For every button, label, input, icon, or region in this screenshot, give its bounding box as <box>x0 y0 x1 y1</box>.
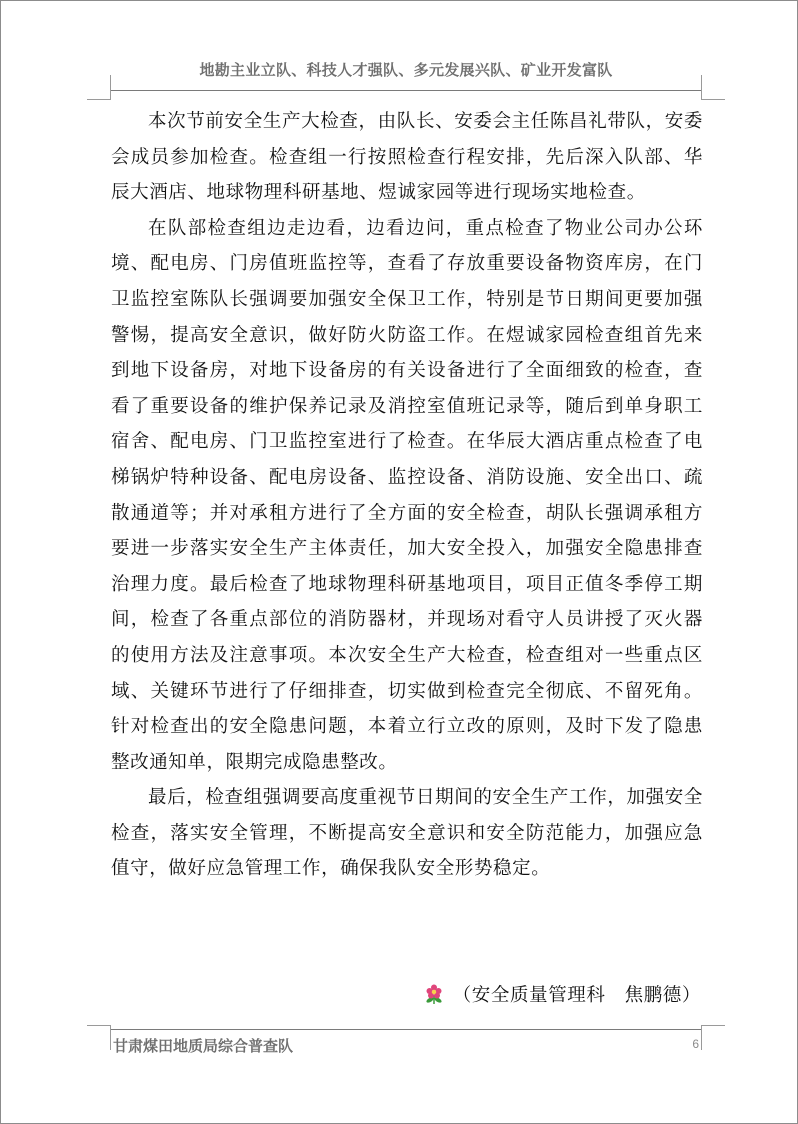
header-divider <box>111 90 701 91</box>
crop-mark-bottom-left-h <box>87 1025 111 1026</box>
signature-text: （安全质量管理科 焦鹏德） <box>452 985 701 1006</box>
flower-icon <box>423 983 445 1005</box>
paragraph-3: 最后，检查组强调要高度重视节日期间的安全生产工作，加强安全检查，落实安全管理，不断提高安全意识和安全防范能力，加强应急值守，做好应急管理工作，确保我队安全形势稳定。 <box>111 787 703 880</box>
document-body <box>111 104 703 887</box>
page-header: 地勘主业立队、科技人才强队、多元发展兴队、矿业开发富队 <box>199 61 613 79</box>
crop-mark-bottom-right-v <box>701 1025 702 1050</box>
crop-mark-top-right-v <box>701 75 702 100</box>
crop-mark-bottom-right-h <box>701 1025 725 1026</box>
page-number: 6 <box>692 1037 699 1051</box>
crop-mark-top-left-h <box>87 99 111 100</box>
paragraph-1: 本次节前安全生产大检查，由队长、安委会主任陈昌礼带队，安委会成员参加检查。检查组一行按照检查行程安排，先后深入队部、华辰大酒店、地球物理科研基地、煜诚家园等进行现场实地检查。 <box>111 111 703 204</box>
footer-organization: 甘肃煤田地质局综合普查队 <box>113 1037 294 1055</box>
paragraph-2: 在队部检查组边走边看，边看边问，重点检查了物业公司办公环境、配电房、门房值班监控等，查看了存放重要设备物资库房，在门卫监控室陈队长强调要加强安全保卫工作，特别是节日期间更要加强警惕，提高安全意识，做好防火防盗工作。在煜诚家园检查组首先来到地下设备房，对地下设备房的有关设备进行了全面细致的检查，查看了重要设备的维护保养记录及消控室值班记录等，随后到单身职工宿舍、配电房、门卫监控室进行了检查。在华辰大酒店重点检查了电梯锅炉特种设备、配电房设备、监控设备、消防设施、安全出口、疏散通道等；并对承租方进行了全方面的安全检查，胡队长强调承租方要进一步落实安全生产主体责任，加大安全投入，加强安全隐患排查治理力度。最后检查了地球物理科研基地项目，项目正值冬季停工期间，检查了各重点部位的消防器材，并现场对看守人员讲授了灭火器的使用方法及注意事项。本次安全生产大检查，检查组对一些重点区域、关键环节进行了仔细排查，切实做到检查完全彻底、不留死角。针对检查出的安全隐患问题，本着立行立改的原则，及时下发了隐患整改通知单，限期完成隐患整改。 <box>111 217 703 773</box>
footer-divider <box>111 1029 701 1030</box>
signature-line <box>423 981 701 1007</box>
crop-mark-top-right-h <box>701 99 725 100</box>
